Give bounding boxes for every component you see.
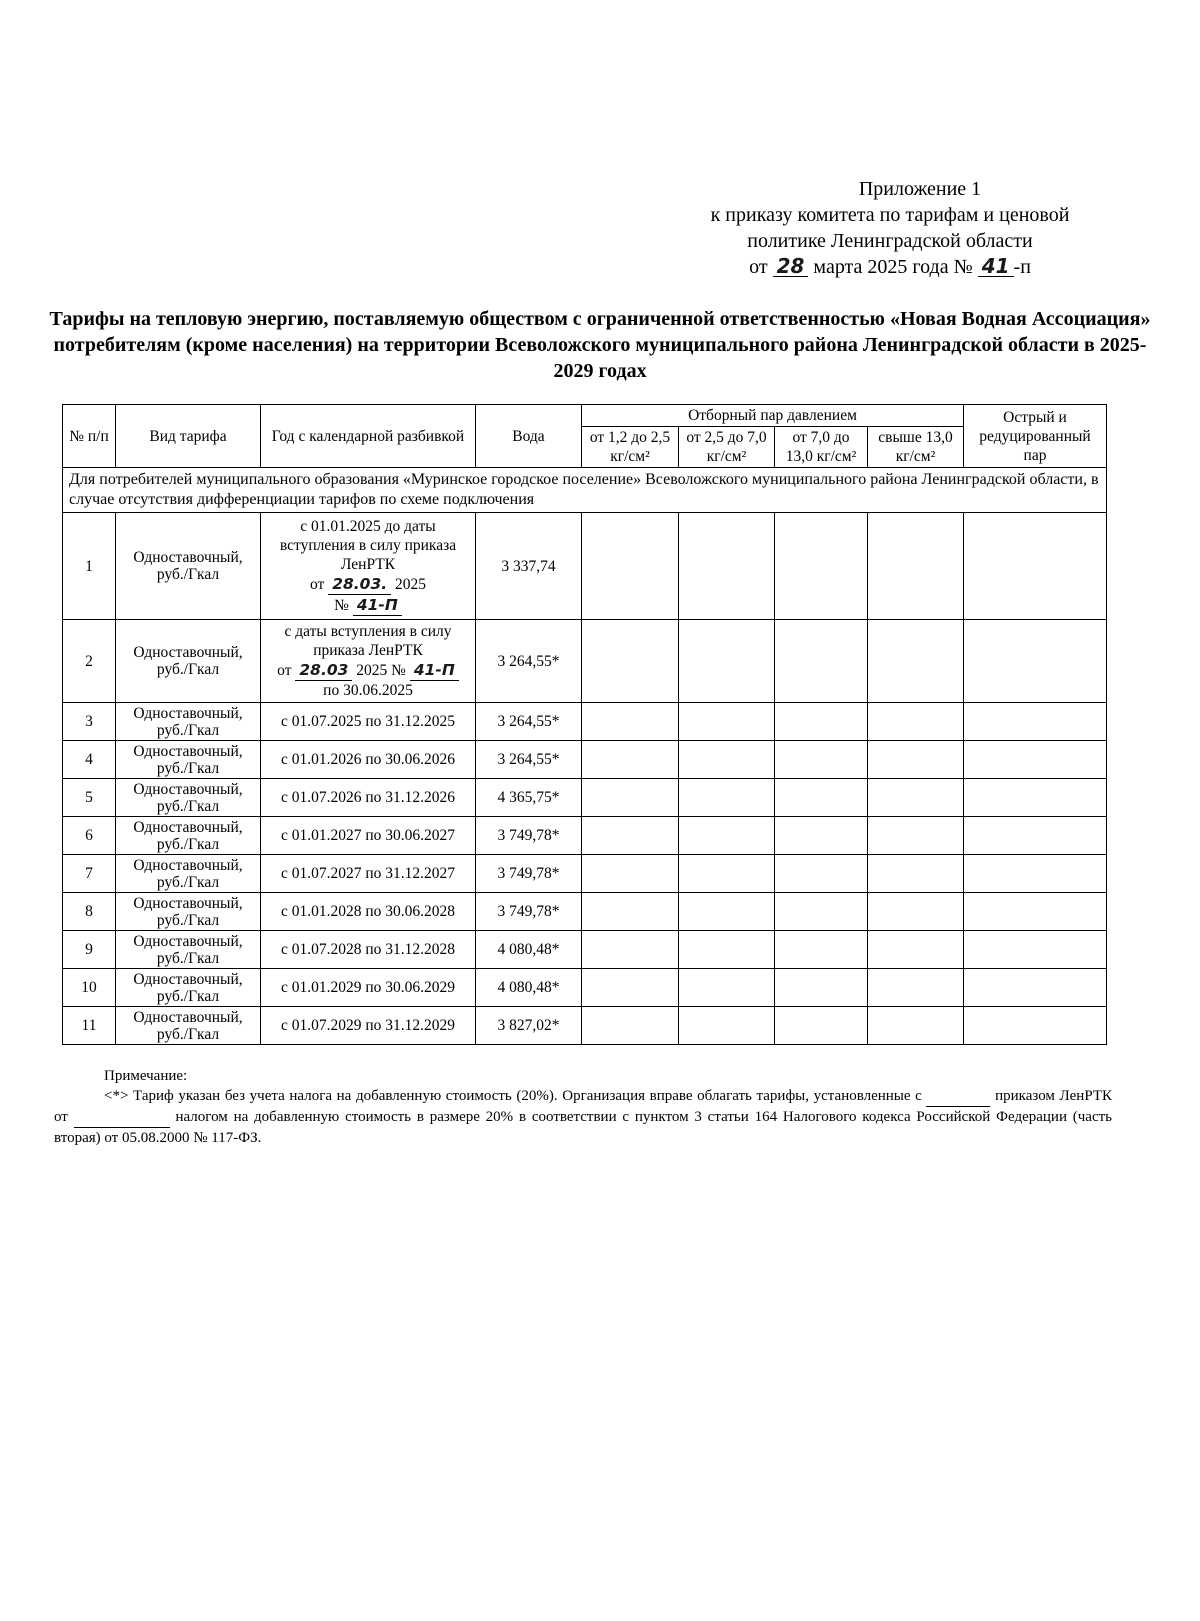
row-kind: Одноставочный, руб./Гкал [116,779,261,817]
row-sharp [964,855,1107,893]
appendix-date-line [660,254,1120,280]
note-text [54,1086,1112,1148]
row-period: с 01.01.2029 по 30.06.2029 [261,969,476,1007]
row-sharp [964,969,1107,1007]
row-kind: Одноставочный, руб./Гкал [116,855,261,893]
row-p1 [582,969,679,1007]
period-text: с даты вступления в силу приказа ЛенРТК [284,623,452,659]
table-row [63,513,1107,620]
header-p4: свыше 13,0 кг/см² [868,427,964,468]
row-sharp [964,513,1107,620]
row-p3 [775,817,868,855]
row-p3 [775,969,868,1007]
simple-rows [63,703,1107,1045]
row-p4 [868,513,964,620]
table-row [63,855,1107,893]
handwritten-order-number: 41 [978,256,1014,277]
row-num: 2 [63,620,116,703]
note-part1: <*> Тариф указан без учета налога на добавленную стоимость (20%). Организация вправе облагать тарифы, установленные с [104,1088,922,1104]
row-p3 [775,741,868,779]
row-p4 [868,620,964,703]
period-no: № [391,662,406,679]
row-sharp [964,741,1107,779]
handwritten-date: 28.03. [328,574,391,595]
header-kind: Вид тарифа [116,405,261,468]
row-num: 8 [63,893,116,931]
row-p1 [582,931,679,969]
row-period: с 01.07.2026 по 31.12.2026 [261,779,476,817]
period-text: с 01.01.2025 до даты вступления в силу приказа ЛенРТК [279,517,457,573]
appendix-number: Приложение 1 [858,178,982,200]
header-p3: от 7,0 до 13,0 кг/см² [775,427,868,468]
document-title: Тарифы на тепловую энергию, поставляемую обществом с ограниченной ответственностью «Новая Водная Ассоциация» потребителям (кроме населения) на территории Всеволожского муниципального района Ленинградской области в 2025-2029 годах [49,308,1151,382]
header-period: Год с календарной разбивкой [261,405,476,468]
table-row [63,1007,1107,1045]
row-period: с 01.01.2028 по 30.06.2028 [261,893,476,931]
row-kind: Одноставочный, руб./Гкал [116,893,261,931]
table-row [63,969,1107,1007]
table-row [63,779,1107,817]
row-period [261,620,476,703]
row-p4 [868,969,964,1007]
row-num: 1 [63,513,116,620]
note-blank-1 [926,1086,990,1107]
row-p4 [868,703,964,741]
period-order-date [264,660,472,681]
row-p2 [679,969,775,1007]
row-kind: Одноставочный, руб./Гкал [116,1007,261,1045]
tariff-table [62,404,1107,1045]
appendix-suffix: -п [1013,256,1031,278]
note [54,1066,1112,1148]
row-water: 3 264,55* [476,620,582,703]
row-p2 [679,817,775,855]
row-p4 [868,855,964,893]
row-p3 [775,779,868,817]
period-year: 2025 [395,575,426,593]
group-row [63,468,1107,513]
row-water: 3 749,78* [476,855,582,893]
row-p2 [679,513,775,620]
row-p1 [582,620,679,703]
header-steam-group: Отборный пар давлением [582,405,964,427]
row-water: 3 749,78* [476,817,582,855]
row-p1 [582,1007,679,1045]
row-p1 [582,855,679,893]
appendix-order-ref: к приказу комитета по тарифам и ценовой [710,204,1070,226]
row-p2 [679,1007,775,1045]
row-p2 [679,741,775,779]
row-period: с 01.07.2025 по 31.12.2025 [261,703,476,741]
row-num: 11 [63,1007,116,1045]
table-row [63,931,1107,969]
row-p1 [582,779,679,817]
row-kind: Одноставочный, руб./Гкал [116,969,261,1007]
period-year: 2025 [356,662,388,679]
row-water: 3 749,78* [476,893,582,931]
handwritten-date: 28.03 [295,660,352,681]
table-row [63,703,1107,741]
appendix-header [660,176,1120,280]
handwritten-number: 41-П [410,660,459,681]
row-sharp [964,703,1107,741]
row-kind: Одноставочный, руб./Гкал [116,703,261,741]
note-part3: налогом на добавленную стоимость в размере 20% в соответствии с пунктом 3 статьи 164 Налогового кодекса Российской Федерации (часть вторая) от 05.08.2000 № 117-ФЗ. [54,1109,1113,1146]
row-kind: Одноставочный, руб./Гкал [116,741,261,779]
row-sharp [964,817,1107,855]
row-p4 [868,817,964,855]
row-p1 [582,893,679,931]
table-row [63,817,1107,855]
row-num: 7 [63,855,116,893]
row-num: 6 [63,817,116,855]
header-p1: от 1,2 до 2,5 кг/см² [582,427,679,468]
row-sharp [964,893,1107,931]
period-end: по 30.06.2025 [323,682,413,699]
row-water: 3 264,55* [476,741,582,779]
note-heading: Примечание: [104,1068,188,1084]
row-water: 4 365,75* [476,779,582,817]
row-sharp [964,931,1107,969]
row-p2 [679,779,775,817]
row-p4 [868,1007,964,1045]
row-num: 3 [63,703,116,741]
row-p4 [868,893,964,931]
row-p2 [679,620,775,703]
table-row [63,620,1107,703]
row-p4 [868,741,964,779]
row-p1 [582,741,679,779]
table-row [63,893,1107,931]
period-from: от [277,662,292,679]
period-order-date [264,574,472,595]
header-num: № п/п [63,405,116,468]
row-kind: Одноставочный, руб./Гкал [116,817,261,855]
row-water: 3 264,55* [476,703,582,741]
row-p2 [679,703,775,741]
row-period: с 01.01.2026 по 30.06.2026 [261,741,476,779]
row-water: 3 337,74 [476,513,582,620]
row-water: 4 080,48* [476,931,582,969]
row-p3 [775,855,868,893]
row-period: с 01.07.2027 по 31.12.2027 [261,855,476,893]
row-num: 5 [63,779,116,817]
row-p1 [582,817,679,855]
period-no: № [334,596,349,614]
group-label: Для потребителей муниципального образования «Муринское городское поселение» Всеволожского муниципального района Ленинградской области, в случае отсутствия дифференциации тарифов по схеме подключения [63,468,1107,513]
row-sharp [964,779,1107,817]
row-p4 [868,931,964,969]
handwritten-day: 28 [773,256,809,277]
row-sharp [964,620,1107,703]
appendix-month-year: марта 2025 года № [813,256,973,278]
row-p2 [679,893,775,931]
row-num: 9 [63,931,116,969]
row-p4 [868,779,964,817]
row-p2 [679,855,775,893]
row-p3 [775,931,868,969]
note-blank-2 [74,1107,170,1128]
period-from: от [310,575,325,593]
row-period: с 01.07.2028 по 31.12.2028 [261,931,476,969]
row-period: с 01.07.2029 по 31.12.2029 [261,1007,476,1045]
row-kind: Одноставочный, руб./Гкал [116,931,261,969]
header-row-1 [63,405,1107,427]
row-p1 [582,513,679,620]
header-p2: от 2,5 до 7,0 кг/см² [679,427,775,468]
row-sharp [964,1007,1107,1045]
note-part2: приказом ЛенРТК от [54,1088,1113,1125]
row-p3 [775,620,868,703]
row-p3 [775,893,868,931]
row-p3 [775,513,868,620]
period-order-number [264,595,472,616]
row-water: 3 827,02* [476,1007,582,1045]
row-period [261,513,476,620]
row-p1 [582,703,679,741]
table-row [63,741,1107,779]
header-water: Вода [476,405,582,468]
row-num: 4 [63,741,116,779]
handwritten-number: 41-П [353,595,402,616]
row-kind: Одноставочный, руб./Гкал [116,620,261,703]
row-p3 [775,703,868,741]
row-p3 [775,1007,868,1045]
header-sharp-steam: Острый и редуцированный пар [964,405,1107,468]
row-kind: Одноставочный, руб./Гкал [116,513,261,620]
row-num: 10 [63,969,116,1007]
row-water: 4 080,48* [476,969,582,1007]
row-period: с 01.01.2027 по 30.06.2027 [261,817,476,855]
appendix-committee: политике Ленинградской области [747,230,1033,252]
appendix-from: от [749,256,768,278]
row-p2 [679,931,775,969]
